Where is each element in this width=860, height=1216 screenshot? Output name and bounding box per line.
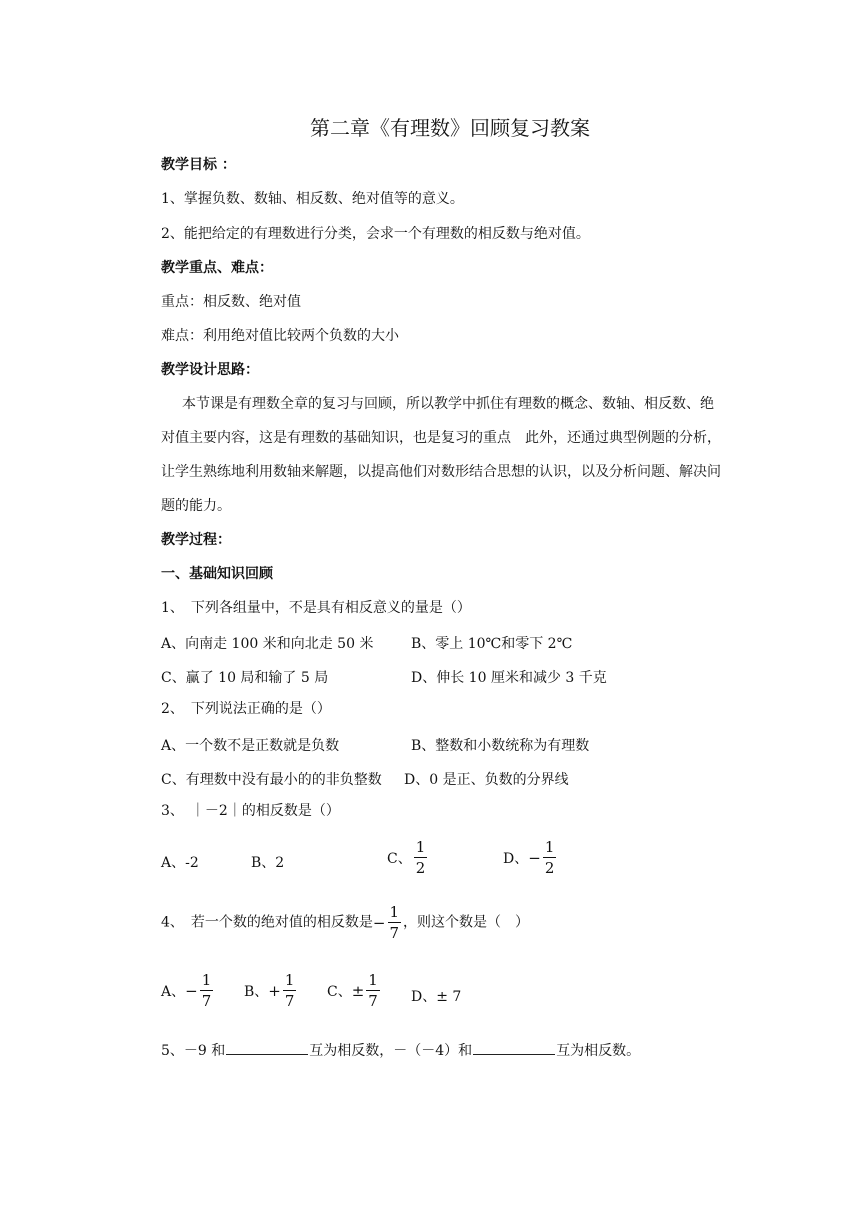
answer-blank-1[interactable] xyxy=(226,1040,308,1055)
answer-blank-2[interactable] xyxy=(473,1040,555,1055)
question-4-option-b xyxy=(244,973,298,1009)
question-3-option-b: B、2 xyxy=(251,855,285,871)
option-label: D、 xyxy=(503,851,529,867)
question-4-option-a xyxy=(161,973,215,1009)
question-3-option-c xyxy=(387,840,429,876)
fraction xyxy=(366,973,380,1009)
section-1-heading: 一、基础知识回顾 xyxy=(161,566,273,582)
fraction-denominator: 2 xyxy=(544,859,555,877)
question-1-stem: 1、 下列各组量中，不是具有相反意义的量是（） xyxy=(161,600,471,616)
goals-heading: 教学目标 ： xyxy=(161,157,236,173)
difficulty-text: 难点：利用绝对值比较两个负数的大小 xyxy=(161,328,399,344)
fraction xyxy=(200,973,214,1009)
question-5-part-3: 互为相反数。 xyxy=(556,1043,641,1059)
fraction-numerator: 1 xyxy=(389,903,400,921)
fraction-numerator: 1 xyxy=(201,971,212,989)
design-paragraph-line-2: 对值主要内容，这是有理数的基础知识，也是复习的重点 此外，还通过典型例题的分析， xyxy=(161,430,721,446)
option-label: B、 xyxy=(244,984,269,1000)
fraction-numerator: 1 xyxy=(415,838,426,856)
minus-sign: − xyxy=(372,914,386,932)
question-5-part-1: 5、－9 和 xyxy=(161,1043,226,1059)
document-title: 第二章《有理数》回顾复习教案 xyxy=(310,116,590,140)
question-4-option-c xyxy=(327,973,382,1009)
question-3-stem: 3、 ｜－2｜的相反数是（） xyxy=(161,803,340,819)
fraction-numerator: 1 xyxy=(368,971,378,989)
process-heading: 教学过程： xyxy=(161,532,231,548)
keypoints-heading: 教学重点、难点： xyxy=(161,260,273,276)
plus-sign: + xyxy=(268,982,281,1000)
fraction xyxy=(283,973,297,1009)
question-1-option-d: D、伸长 10 厘米和减少 3 千克 xyxy=(411,670,607,686)
option-label: C、 xyxy=(387,851,412,867)
question-2-stem: 2、 下列说法正确的是（） xyxy=(161,701,331,717)
option-label: A、 xyxy=(161,984,186,1000)
question-2-option-a: A、一个数不是正数就是负数 xyxy=(161,738,340,754)
question-1-option-b: B、零上 10℃和零下 2℃ xyxy=(411,636,573,652)
fraction xyxy=(388,905,402,941)
design-heading: 教学设计思路： xyxy=(161,362,259,378)
fraction-numerator: 1 xyxy=(284,971,295,989)
design-paragraph-line-1: 本节课是有理数全章的复习与回顾，所以教学中抓住有理数的概念、数轴、相反数、绝 xyxy=(182,396,714,412)
fraction-denominator: 7 xyxy=(389,924,400,942)
question-4-stem xyxy=(161,905,529,941)
fraction-denominator: 7 xyxy=(368,992,378,1010)
minus-sign: − xyxy=(185,982,198,1000)
question-5 xyxy=(161,1040,640,1060)
plus-minus-sign: ± xyxy=(351,982,365,1000)
fraction-numerator: 1 xyxy=(544,838,555,856)
fraction-denominator: 7 xyxy=(284,992,295,1010)
question-3-option-d xyxy=(503,840,558,876)
design-paragraph-line-3: 让学生熟练地利用数轴来解题，以提高他们对数形结合思想的认识，以及分析问题、解决问 xyxy=(161,464,721,480)
question-1-option-a: A、向南走 100 米和向北走 50 米 xyxy=(161,636,374,652)
question-2-option-b: B、整数和小数统称为有理数 xyxy=(411,738,590,754)
minus-sign: − xyxy=(528,849,541,867)
goal-item-2: 2、能把给定的有理数进行分类，会求一个有理数的相反数与绝对值。 xyxy=(161,226,590,242)
fraction-denominator: 2 xyxy=(415,859,426,877)
question-2-option-d: D、0 是正、负数的分界线 xyxy=(404,772,569,788)
stem-text-before: 4、 若一个数的绝对值的相反数是 xyxy=(161,914,373,931)
question-4-option-d: D、± 7 xyxy=(411,989,462,1005)
question-5-part-2: 互为相反数，－（－4）和 xyxy=(309,1043,473,1059)
question-3-option-a: A、-2 xyxy=(161,855,199,871)
goal-item-1: 1、掌握负数、数轴、相反数、绝对值等的意义。 xyxy=(161,191,464,207)
fraction-denominator: 7 xyxy=(201,992,212,1010)
design-paragraph-line-4: 题的能力。 xyxy=(161,498,231,514)
stem-text-after: ，则这个数是（ ） xyxy=(403,914,530,931)
question-1-option-c: C、赢了 10 局和输了 5 局 xyxy=(161,670,329,686)
fraction xyxy=(414,840,428,876)
option-label: C、 xyxy=(327,984,352,1000)
keypoint-text: 重点：相反数、绝对值 xyxy=(161,294,301,310)
question-2-option-c: C、有理数中没有最小的的非负整数 xyxy=(161,772,382,788)
fraction xyxy=(543,840,557,876)
